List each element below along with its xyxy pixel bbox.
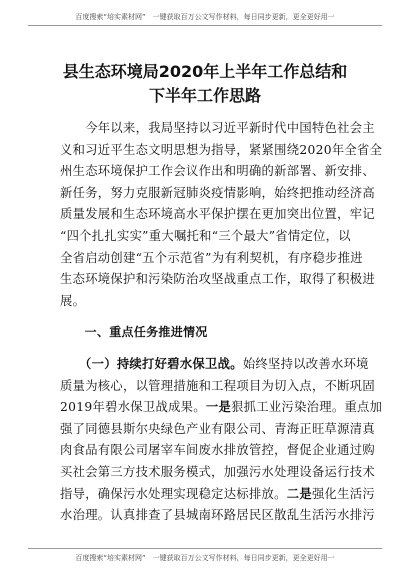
title-line-2: 下半年工作思路 (148, 86, 261, 105)
intro-line: 义和习近平生态文明思想为指导，紧紧围绕2020年全省全 (60, 142, 383, 157)
subsection-line (60, 397, 383, 419)
subsection-line-text: 2019年碧水保卫战成果。 (60, 400, 206, 415)
subsection-lead-rest: 始终坚持以改善水环境 (242, 356, 369, 371)
intro-line: 全省启动创建“五个示范省”为有利契机，有序稳步推进 (60, 250, 363, 265)
intro-line: 州生态环境保护工作会议作出和明确的新部署、新安排、 (60, 164, 375, 179)
subsection-line: 质量为核心，以管理措施和工程项目为切入点，不断巩固 (60, 378, 375, 393)
point-1-text: 狠抓工业污染治理。重点加 (231, 400, 383, 415)
point-1-label: 一是 (205, 400, 232, 415)
subsection-line (60, 354, 369, 376)
subsection-lead: （一）持续打好碧水保卫战。 (60, 356, 243, 371)
subsection-line-text: 指导，确保污水处理实现稳定达标排放。 (60, 486, 287, 501)
subsection-paragraph (60, 354, 383, 527)
subsection-line: 强了同德县斯尔央绿色产业有限公司、青海正旺草源清真 (60, 421, 375, 436)
intro-line: 新任务，努力克服新冠肺炎疫情影响，始终把推动经济高 (60, 185, 375, 200)
intro-line: 质量发展和生态环境高水平保护摆在更加突出位置，牢记 (60, 207, 375, 222)
subsection-line: 水治理。认真排查了县城南环路居民区散乱生活污水排污 (60, 508, 375, 523)
subsection-line (60, 484, 375, 506)
intro-line: 生态环境保护和污染防治攻坚战重点工作，取得了积极进 (60, 272, 375, 287)
page-footer: 百度搜索“培实素材网” 一键获取百万公文写作材料，每日同步更新，更全更好用一 (75, 554, 335, 562)
intro-line: 今年以来，我局坚持以习近平新时代中国特色社会主 (60, 121, 375, 135)
footer-divider (28, 548, 382, 549)
document-body (60, 118, 383, 527)
document-title (0, 60, 410, 108)
subsection-line: 肉食品有限公司屠宰车间废水排放管控，督促企业通过购 (60, 443, 375, 458)
intro-line: 展。 (60, 293, 86, 308)
title-line-1: 县生态环境局2020年上半年工作总结和 (62, 62, 348, 81)
section-heading: 一、重点任务推进情况 (60, 325, 208, 340)
point-2-text: 强化生活污 (311, 486, 375, 501)
page-header: 百度搜索“培实素材网” 一键获取百万公文写作材料，每日同步更新，更全更好用一 (75, 13, 335, 21)
subsection-line: 买社会第三方技术服务模式，加强污水处理设备运行技术 (60, 464, 375, 479)
point-2-label: 二是 (286, 486, 312, 501)
intro-paragraph (60, 118, 383, 312)
intro-line: “四个扎扎实实”重大嘱托和“三个最大”省情定位，以 (60, 228, 351, 243)
header-divider (28, 25, 382, 26)
